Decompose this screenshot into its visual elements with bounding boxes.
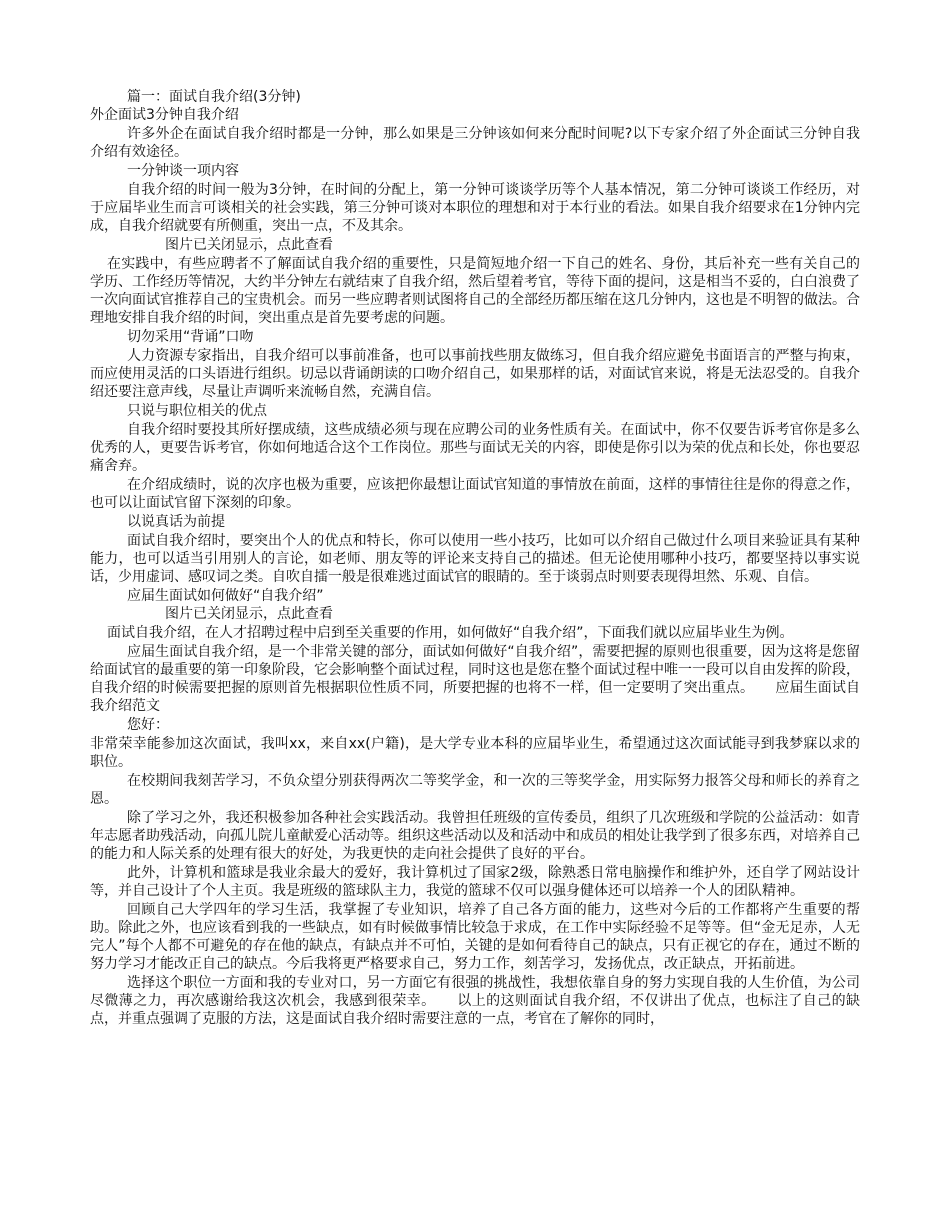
image-placeholder-link[interactable]: 图片已关闭显示，点此查看 [165, 606, 333, 622]
paragraph: 在实践中，有些应聘者不了解面试自我介绍的重要性，只是简短地介绍一下自己的姓名、身份，其后补充一些有关自己的学历、工作经历等情况，大约半分钟左右就结束了自我介绍，然后望着考官，等待下面的提问，这是相当不妥的，白白浪费了一次向面试官推荐自己的宝贵机会。而另一些应聘者则试图将自己的全部经历都压缩在这几分钟内，这也是不明智的做法。合理地安排自我介绍的时间，突出重点是首先要考虑的问题。 [90, 256, 860, 326]
section-heading: 应届生面试如何做好“自我介绍” [127, 588, 324, 604]
paragraph: 应届生面试自我介绍，是一个非常关键的部分，面试如何做好“自我介绍”，需要把握的原则也很重要，因为这将是您留给面试官的最重要的第一印象阶段，它会影响整个面试过程，同时这也是您在整个面试过程中唯一一段可以自由发挥的阶段，自我介绍的时候需要把握的原则首先根据职位性质不同，所要把握的也将不一样，但一定要明了突出重点。 应届生面试自我介绍范文 [90, 644, 860, 714]
paragraph: 选择这个职位一方面和我的专业对口，另一方面它有很强的挑战性，我想依靠自身的努力实现自我的人生价值，为公司尽微薄之力，再次感谢给我这次机会，我感到很荣幸。 以上的这则面试自我介绍，不仅讲出了优点，也标注了自己的缺点，并重点强调了克服的方法，这是面试自我介绍时需要注意的一点，考官在了解你的同时， [90, 975, 860, 1027]
paragraph: 自我介绍时要投其所好摆成绩，这些成绩必须与现在应聘公司的业务性质有关。在面试中，你不仅要告诉考官你是多么优秀的人，更要告诉考官，你如何地适合这个工作岗位。那些与面试无关的内容，即使是你引以为荣的优点和长处，你也要忍痛舍弃。 [90, 422, 860, 474]
section-heading: 切勿采用“背诵”口吻 [127, 329, 254, 345]
section-heading: 只说与职位相关的优点 [127, 403, 267, 419]
document-subtitle: 外企面试3分钟自我介绍 [90, 107, 239, 123]
paragraph: 人力资源专家指出，自我介绍可以事前准备，也可以事前找些朋友做练习，但自我介绍应避免书面语言的严整与拘束，而应使用灵活的口头语进行组织。切忌以背诵朗读的口吻介绍自己，如果那样的话，对面试官来说，将是无法忍受的。自我介绍还要注意声线，尽量让声调听来流畅自然，充满自信。 [90, 348, 860, 400]
letter-greeting: 您好： [127, 717, 169, 733]
paragraph: 许多外企在面试自我介绍时都是一分钟，那么如果是三分钟该如何来分配时间呢?以下专家介绍了外企面试三分钟自我介绍有效途径。 [90, 126, 860, 160]
paragraph: 自我介绍的时间一般为3分钟，在时间的分配上，第一分钟可谈谈学历等个人基本情况，第二分钟可谈谈工作经历，对于应届毕业生而言可谈相关的社会实践，第三分钟可谈对本职位的理想和对于本行业的看法。如果自我介绍要求在1分钟内完成，自我介绍就要有所侧重，突出一点，不及其余。 [90, 182, 860, 234]
section-heading: 一分钟谈一项内容 [127, 163, 239, 179]
paragraph: 面试自我介绍，在人才招聘过程中启到至关重要的作用，如何做好“自我介绍”，下面我们就以应届毕业生为例。 [107, 625, 794, 641]
image-placeholder-link[interactable]: 图片已关闭显示，点此查看 [165, 237, 333, 253]
document-page [90, 88, 860, 1028]
paragraph: 除了学习之外，我还积极参加各种社会实践活动。我曾担任班级的宣传委员，组织了几次班级和学院的公益活动：如青年志愿者助残活动，向孤儿院儿童献爱心活动等。组织这些活动以及和活动中和成员的相处让我学到了很多东西，对培养自己的能力和人际关系的处理有很大的好处，为我更快的走向社会提供了良好的平台。 [90, 810, 860, 862]
paragraph: 在介绍成绩时，说的次序也极为重要，应该把你最想让面试官知道的事情放在前面，这样的事情往往是你的得意之作，也可以让面试官留下深刻的印象。 [90, 477, 860, 511]
paragraph: 回顾自己大学四年的学习生活，我掌握了专业知识，培养了自己各方面的能力，这些对今后的工作都将产生重要的帮助。除此之外，也应该看到我的一些缺点，如有时候做事情比较急于求成，在工作中实际经验不足等等。但“金无足赤，人无完人”每个人都不可避免的存在他的缺点，有缺点并不可怕，关键的是如何看待自己的缺点，只有正视它的存在，通过不断的努力学习才能改正自己的缺点。今后我将更严格要求自己，努力工作，刻苦学习，发扬优点，改正缺点，开拓前进。 [90, 902, 860, 972]
paragraph: 在校期间我刻苦学习，不负众望分别获得两次二等奖学金，和一次的三等奖学金，用实际努力报答父母和师长的养育之恩。 [90, 773, 860, 807]
paragraph: 非常荣幸能参加这次面试，我叫xx，来自xx(户籍)，是大学专业本科的应届毕业生，希望通过这次面试能寻到我梦寐以求的职位。 [90, 736, 860, 770]
paragraph: 面试自我介绍时，要突出个人的优点和特长，你可以使用一些小技巧，比如可以介绍自己做过什么项目来验证具有某种能力，也可以适当引用别人的言论，如老师、朋友等的评论来支持自己的描述。但无论使用哪种小技巧，都要坚持以事实说话，少用虚词、感叹词之类。自吹自擂一般是很难逃过面试官的眼睛的。至于谈弱点时则要表现得坦然、乐观、自信。 [90, 533, 860, 585]
document-title: 篇一：面试自我介绍(3分钟) [127, 89, 301, 105]
section-heading: 以说真话为前提 [127, 514, 225, 530]
paragraph: 此外，计算机和篮球是我业余最大的爱好，我计算机过了国家2级，除熟悉日常电脑操作和维护外，还自学了网站设计等，并自己设计了个人主页。我是班级的篮球队主力，我觉的篮球不仅可以强身健体还可以培养一个人的团队精神。 [90, 865, 860, 899]
